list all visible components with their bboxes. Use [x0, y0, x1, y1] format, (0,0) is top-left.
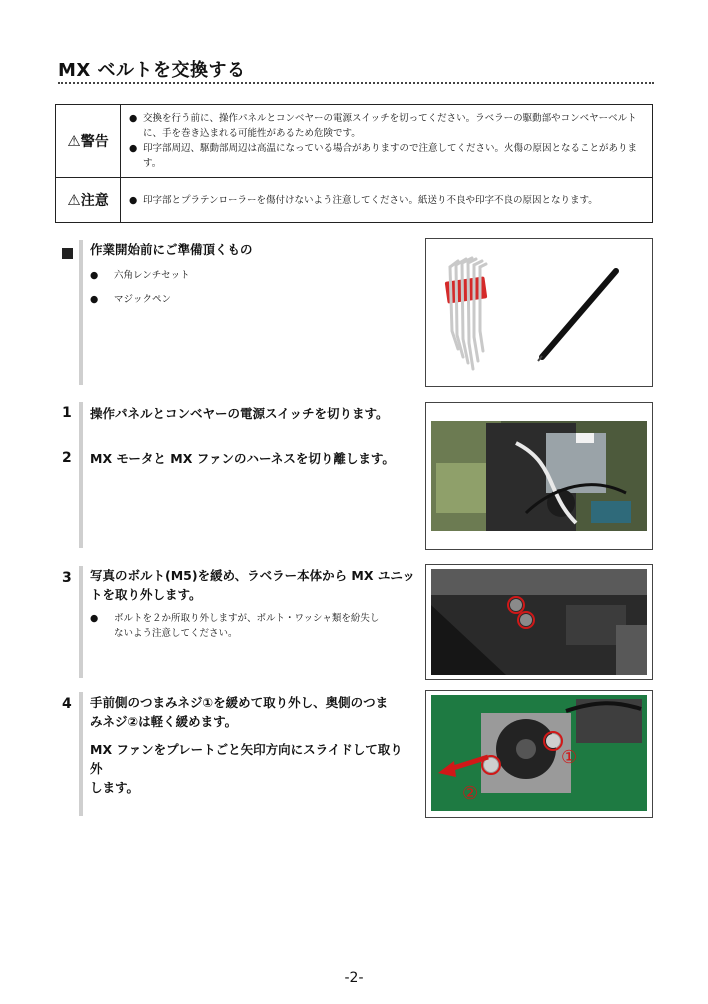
caution-row: [56, 178, 653, 223]
step-text: MX モータと MX ファンのハーネスを切り離します。: [90, 451, 395, 466]
section-bar: [79, 402, 83, 548]
bullet-icon: ●: [129, 194, 138, 206]
warning-bullet: ● 印字部周辺、駆動部周辺は高温になっている場合がありますので注意してください。火傷の原因となることがあります。: [129, 143, 638, 169]
warning-triangle-icon: ⚠: [67, 132, 81, 150]
caution-label-cell: [56, 178, 121, 223]
step-number: 1: [62, 405, 72, 421]
warning-label: 警告: [80, 134, 109, 150]
mx-unit-bolt-photo: [425, 564, 653, 680]
safety-notice-table: [55, 104, 653, 223]
title-divider: [58, 82, 654, 84]
step-text-2: MX ファンをプレートごと矢印方向にスライドして取り外 します。: [90, 742, 403, 795]
bullet-icon: ●: [129, 113, 138, 124]
bullet-icon: ●: [90, 270, 99, 281]
harness-connection-image: [426, 403, 652, 549]
bolt-location-image: [426, 565, 652, 679]
step-text: 写真のボルト(M5)を緩め、ラベラー本体から MX ユニッ トを取り外します。: [90, 568, 415, 602]
caution-triangle-icon: ⚠: [67, 191, 81, 209]
caution-body: [121, 178, 653, 223]
section-bar: [79, 692, 83, 816]
svg-text:①: ①: [561, 747, 578, 768]
step-number: 2: [62, 450, 72, 466]
svg-text:②: ②: [462, 783, 479, 804]
warning-bullet: ● 交換を行う前に、操作パネルとコンベヤーの電源スイッチを切ってください。ラベラーの駆動部やコンベヤーベルトに、手を巻き込まれる可能性があるため危険です。: [129, 113, 637, 139]
warning-row: [56, 105, 653, 178]
step-note: ● ボルトを２か所取り外しますが、ボルト・ワッシャ類を紛失し ないよう注意してください。: [90, 613, 380, 639]
section-bar: [79, 240, 83, 385]
warning-label-cell: [56, 105, 121, 178]
step-text: 手前側のつまみネジ①を緩めて取り外し、奥側のつま みネジ②は軽く緩めます。: [90, 695, 389, 729]
step-number: 4: [62, 696, 72, 712]
bullet-icon: ●: [90, 294, 99, 305]
prep-item: ● 六角レンチセット: [90, 270, 190, 281]
tools-photo: [425, 238, 653, 387]
bullet-icon: ●: [129, 143, 138, 154]
fan-slide-photo: [425, 690, 653, 818]
caution-label: 注意: [80, 193, 109, 209]
bullet-icon: ●: [90, 613, 99, 624]
caution-bullet: ● 印字部とプラテンローラーを傷付けないよう注意してください。紙送り不良や印字不良の原因となります。: [129, 194, 598, 206]
warning-body: [121, 105, 653, 178]
step-number: 3: [62, 570, 72, 586]
section-bar: [79, 566, 83, 678]
prep-item: ● マジックペン: [90, 294, 172, 305]
harness-photo: [425, 402, 653, 550]
step-text: 操作パネルとコンベヤーの電源スイッチを切ります。: [90, 406, 389, 421]
section-square-icon: [62, 248, 73, 259]
hex-wrench-and-marker-image: [426, 239, 652, 386]
prep-heading: 作業開始前にご準備頂くもの: [90, 242, 253, 257]
page-title: MX ベルトを交換する: [58, 60, 246, 81]
fan-removal-image: [426, 691, 652, 817]
page-number: -2-: [344, 970, 364, 986]
